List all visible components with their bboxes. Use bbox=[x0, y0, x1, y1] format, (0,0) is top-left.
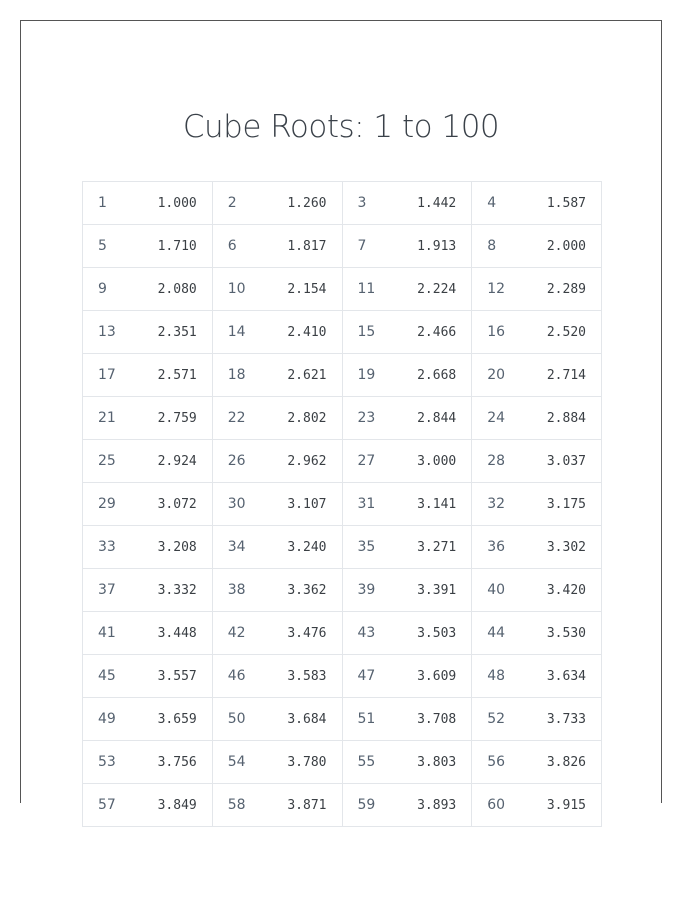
table-cell bbox=[472, 483, 602, 526]
cube-root-value: 2.962 bbox=[287, 453, 327, 469]
table-cell bbox=[83, 440, 213, 483]
cube-root-value: 3.302 bbox=[546, 539, 586, 555]
number-label: 49 bbox=[98, 711, 116, 727]
cube-root-value: 2.884 bbox=[546, 410, 586, 426]
number-label: 51 bbox=[357, 711, 376, 727]
cell-content bbox=[213, 539, 342, 555]
cube-root-value: 2.080 bbox=[157, 281, 197, 297]
table-cell bbox=[83, 569, 213, 612]
number-label: 58 bbox=[227, 797, 246, 813]
cube-root-value: 3.141 bbox=[417, 496, 457, 512]
cube-root-value: 2.802 bbox=[287, 410, 327, 426]
cube-root-value: 2.289 bbox=[546, 281, 586, 297]
cell-content bbox=[472, 797, 601, 813]
number-label: 10 bbox=[227, 281, 246, 297]
cell-content bbox=[472, 711, 601, 727]
cell-content bbox=[213, 410, 342, 426]
cell-content bbox=[343, 539, 472, 555]
table-cell bbox=[83, 311, 213, 354]
table-cell bbox=[472, 569, 602, 612]
cube-root-value: 3.634 bbox=[546, 668, 586, 684]
number-label: 43 bbox=[357, 625, 376, 641]
table-cell bbox=[83, 526, 213, 569]
cell-content bbox=[343, 195, 472, 211]
table-cell bbox=[212, 268, 342, 311]
cell-content bbox=[83, 195, 212, 211]
table-row bbox=[83, 225, 602, 268]
number-label: 9 bbox=[98, 281, 107, 297]
cell-content bbox=[343, 797, 472, 813]
cell-content bbox=[213, 625, 342, 641]
cell-content bbox=[472, 410, 601, 426]
cell-content bbox=[472, 539, 601, 555]
table-cell bbox=[342, 569, 472, 612]
cube-root-value: 3.826 bbox=[546, 754, 586, 770]
cell-content bbox=[83, 668, 212, 684]
cube-root-value: 2.714 bbox=[546, 367, 586, 383]
cube-root-value: 3.000 bbox=[417, 453, 457, 469]
number-label: 47 bbox=[357, 668, 376, 684]
cube-root-value: 2.571 bbox=[157, 367, 197, 383]
cell-content bbox=[472, 625, 601, 641]
table-cell bbox=[472, 741, 602, 784]
cell-content bbox=[213, 324, 342, 340]
table-cell bbox=[212, 440, 342, 483]
cell-content bbox=[343, 754, 472, 770]
number-label: 59 bbox=[357, 797, 376, 813]
number-label: 48 bbox=[487, 668, 506, 684]
table-cell bbox=[83, 354, 213, 397]
table-row bbox=[83, 182, 602, 225]
number-label: 35 bbox=[357, 539, 376, 555]
number-label: 36 bbox=[487, 539, 506, 555]
cell-content bbox=[343, 281, 472, 297]
cell-content bbox=[213, 367, 342, 383]
cell-content bbox=[83, 238, 212, 254]
cube-root-value: 3.893 bbox=[417, 797, 457, 813]
cell-content bbox=[213, 453, 342, 469]
cube-root-value: 1.913 bbox=[417, 238, 457, 254]
table-cell bbox=[342, 612, 472, 655]
number-label: 34 bbox=[227, 539, 246, 555]
number-label: 39 bbox=[357, 582, 376, 598]
cell-content bbox=[472, 195, 601, 211]
cube-root-value: 3.107 bbox=[287, 496, 327, 512]
number-label: 13 bbox=[98, 324, 116, 340]
cube-root-value: 1.000 bbox=[157, 195, 197, 211]
number-label: 42 bbox=[227, 625, 246, 641]
table-row bbox=[83, 311, 602, 354]
table-row bbox=[83, 397, 602, 440]
cell-content bbox=[83, 367, 212, 383]
number-label: 18 bbox=[227, 367, 246, 383]
table-cell bbox=[212, 698, 342, 741]
table-cell bbox=[342, 741, 472, 784]
number-label: 50 bbox=[227, 711, 246, 727]
cube-root-value: 3.557 bbox=[157, 668, 197, 684]
table-cell bbox=[83, 182, 213, 225]
table-cell bbox=[212, 182, 342, 225]
cell-content bbox=[343, 453, 472, 469]
number-label: 29 bbox=[98, 496, 116, 512]
table-row bbox=[83, 612, 602, 655]
cube-root-value: 2.410 bbox=[287, 324, 327, 340]
cube-root-value: 3.609 bbox=[417, 668, 457, 684]
cube-root-value: 1.710 bbox=[157, 238, 197, 254]
table-cell bbox=[342, 354, 472, 397]
cell-content bbox=[213, 496, 342, 512]
cube-root-value: 3.208 bbox=[157, 539, 197, 555]
cube-root-value: 3.175 bbox=[546, 496, 586, 512]
table-cell bbox=[83, 655, 213, 698]
table-cell bbox=[472, 784, 602, 827]
table-cell bbox=[472, 397, 602, 440]
cube-root-value: 3.332 bbox=[157, 582, 197, 598]
table-cell bbox=[472, 526, 602, 569]
number-label: 45 bbox=[98, 668, 116, 684]
number-label: 21 bbox=[98, 410, 116, 426]
cube-root-value: 3.733 bbox=[546, 711, 586, 727]
cube-root-value: 3.803 bbox=[417, 754, 457, 770]
table-cell bbox=[342, 483, 472, 526]
table-cell bbox=[83, 483, 213, 526]
number-label: 7 bbox=[357, 238, 367, 254]
table-cell bbox=[342, 526, 472, 569]
number-label: 3 bbox=[357, 195, 367, 211]
table-cell bbox=[212, 612, 342, 655]
number-label: 16 bbox=[487, 324, 506, 340]
cube-root-value: 2.351 bbox=[157, 324, 197, 340]
cube-root-value: 2.668 bbox=[417, 367, 457, 383]
number-label: 25 bbox=[98, 453, 116, 469]
table-cell bbox=[212, 741, 342, 784]
cube-root-value: 3.780 bbox=[287, 754, 327, 770]
cell-content bbox=[343, 238, 472, 254]
table-cell bbox=[212, 397, 342, 440]
number-label: 26 bbox=[227, 453, 246, 469]
number-label: 57 bbox=[98, 797, 116, 813]
cell-content bbox=[213, 582, 342, 598]
cube-root-value: 3.448 bbox=[157, 625, 197, 641]
number-label: 41 bbox=[98, 625, 116, 641]
cube-root-value: 3.271 bbox=[417, 539, 457, 555]
number-label: 52 bbox=[487, 711, 506, 727]
cube-root-value: 3.420 bbox=[546, 582, 586, 598]
number-label: 17 bbox=[98, 367, 116, 383]
table-cell bbox=[472, 268, 602, 311]
cell-content bbox=[472, 668, 601, 684]
number-label: 40 bbox=[487, 582, 506, 598]
table-cell bbox=[83, 225, 213, 268]
table-row bbox=[83, 440, 602, 483]
table-row bbox=[83, 268, 602, 311]
number-label: 46 bbox=[227, 668, 246, 684]
number-label: 19 bbox=[357, 367, 376, 383]
cube-root-value: 3.476 bbox=[287, 625, 327, 641]
cell-content bbox=[343, 625, 472, 641]
cell-content bbox=[83, 582, 212, 598]
table-cell bbox=[472, 655, 602, 698]
table-cell bbox=[212, 311, 342, 354]
cube-root-value: 3.037 bbox=[546, 453, 586, 469]
table-cell bbox=[212, 526, 342, 569]
number-label: 30 bbox=[227, 496, 246, 512]
cell-content bbox=[472, 582, 601, 598]
table-cell bbox=[472, 440, 602, 483]
number-label: 55 bbox=[357, 754, 376, 770]
cell-content bbox=[472, 496, 601, 512]
cell-content bbox=[213, 238, 342, 254]
number-label: 33 bbox=[98, 539, 116, 555]
cube-root-value: 3.708 bbox=[417, 711, 457, 727]
table-cell bbox=[83, 612, 213, 655]
cell-content bbox=[472, 281, 601, 297]
cell-content bbox=[213, 711, 342, 727]
cube-root-value: 2.154 bbox=[287, 281, 327, 297]
cell-content bbox=[343, 582, 472, 598]
number-label: 27 bbox=[357, 453, 376, 469]
table-cell bbox=[212, 569, 342, 612]
cell-content bbox=[83, 539, 212, 555]
number-label: 60 bbox=[487, 797, 506, 813]
table-cell bbox=[212, 784, 342, 827]
cell-content bbox=[83, 496, 212, 512]
cube-root-value: 3.684 bbox=[287, 711, 327, 727]
cube-root-value: 2.520 bbox=[546, 324, 586, 340]
cube-root-value: 2.466 bbox=[417, 324, 457, 340]
cube-root-value: 3.362 bbox=[287, 582, 327, 598]
table-cell bbox=[83, 268, 213, 311]
table-cell bbox=[342, 397, 472, 440]
number-label: 56 bbox=[487, 754, 506, 770]
table-row bbox=[83, 655, 602, 698]
number-label: 6 bbox=[227, 238, 237, 254]
table-cell bbox=[472, 354, 602, 397]
cube-root-value: 2.621 bbox=[287, 367, 327, 383]
cell-content bbox=[213, 754, 342, 770]
cube-root-value: 3.530 bbox=[546, 625, 586, 641]
cell-content bbox=[83, 453, 212, 469]
table-cell bbox=[472, 311, 602, 354]
cube-root-value: 3.871 bbox=[287, 797, 327, 813]
number-label: 54 bbox=[227, 754, 246, 770]
cell-content bbox=[472, 324, 601, 340]
cell-content bbox=[83, 281, 212, 297]
number-label: 5 bbox=[98, 238, 107, 254]
table-cell bbox=[342, 784, 472, 827]
cube-root-value: 1.260 bbox=[287, 195, 327, 211]
number-label: 38 bbox=[227, 582, 246, 598]
cube-root-value: 3.915 bbox=[546, 797, 586, 813]
number-label: 2 bbox=[227, 195, 237, 211]
cell-content bbox=[343, 367, 472, 383]
cube-root-value: 1.442 bbox=[417, 195, 457, 211]
number-label: 11 bbox=[357, 281, 376, 297]
cell-content bbox=[343, 324, 472, 340]
number-label: 22 bbox=[227, 410, 246, 426]
table-row bbox=[83, 483, 602, 526]
cell-content bbox=[472, 238, 601, 254]
cell-content bbox=[343, 668, 472, 684]
number-label: 1 bbox=[98, 195, 107, 211]
table-cell bbox=[472, 182, 602, 225]
table-cell bbox=[472, 698, 602, 741]
number-label: 31 bbox=[357, 496, 376, 512]
cell-content bbox=[213, 668, 342, 684]
cube-root-value: 3.391 bbox=[417, 582, 457, 598]
number-label: 37 bbox=[98, 582, 116, 598]
cube-root-value: 2.224 bbox=[417, 281, 457, 297]
table-row bbox=[83, 741, 602, 784]
number-label: 44 bbox=[487, 625, 506, 641]
table-cell bbox=[342, 182, 472, 225]
table-cell bbox=[212, 655, 342, 698]
table-cell bbox=[83, 741, 213, 784]
number-label: 20 bbox=[487, 367, 506, 383]
page-title: Cube Roots: 1 to 100 bbox=[182, 109, 500, 145]
table-cell bbox=[212, 225, 342, 268]
cube-root-value: 2.924 bbox=[157, 453, 197, 469]
table-cell bbox=[83, 698, 213, 741]
cube-root-table bbox=[82, 181, 602, 827]
cell-content bbox=[472, 367, 601, 383]
table-body bbox=[83, 182, 602, 827]
cell-content bbox=[213, 797, 342, 813]
number-label: 53 bbox=[98, 754, 116, 770]
number-label: 28 bbox=[487, 453, 506, 469]
table-row bbox=[83, 784, 602, 827]
number-label: 4 bbox=[487, 195, 497, 211]
table-cell bbox=[342, 268, 472, 311]
number-label: 8 bbox=[487, 238, 497, 254]
cell-content bbox=[213, 195, 342, 211]
number-label: 32 bbox=[487, 496, 506, 512]
cell-content bbox=[343, 496, 472, 512]
cell-content bbox=[343, 711, 472, 727]
table-cell bbox=[212, 483, 342, 526]
cube-root-value: 3.503 bbox=[417, 625, 457, 641]
cell-content bbox=[213, 281, 342, 297]
number-label: 24 bbox=[487, 410, 506, 426]
table-row bbox=[83, 569, 602, 612]
table-cell bbox=[342, 311, 472, 354]
document-page bbox=[20, 20, 662, 813]
cell-content bbox=[343, 410, 472, 426]
number-label: 15 bbox=[357, 324, 376, 340]
table-row bbox=[83, 354, 602, 397]
number-label: 12 bbox=[487, 281, 506, 297]
table-cell bbox=[342, 225, 472, 268]
cell-content bbox=[83, 324, 212, 340]
cell-content bbox=[472, 453, 601, 469]
table-cell bbox=[472, 225, 602, 268]
cell-content bbox=[83, 625, 212, 641]
cube-root-value: 3.240 bbox=[287, 539, 327, 555]
table-cell bbox=[83, 784, 213, 827]
table-cell bbox=[212, 354, 342, 397]
cell-content bbox=[83, 797, 212, 813]
table-cell bbox=[342, 698, 472, 741]
table-cell bbox=[472, 612, 602, 655]
cube-root-value: 3.659 bbox=[157, 711, 197, 727]
table-row bbox=[83, 698, 602, 741]
cell-content bbox=[83, 711, 212, 727]
number-label: 23 bbox=[357, 410, 376, 426]
number-label: 14 bbox=[227, 324, 246, 340]
cube-root-value: 1.587 bbox=[546, 195, 586, 211]
cube-root-value: 3.583 bbox=[287, 668, 327, 684]
cell-content bbox=[83, 410, 212, 426]
cube-root-value: 2.759 bbox=[157, 410, 197, 426]
table-cell bbox=[342, 440, 472, 483]
cell-content bbox=[472, 754, 601, 770]
cube-root-value: 2.000 bbox=[546, 238, 586, 254]
cube-root-value: 2.844 bbox=[417, 410, 457, 426]
cube-root-value: 3.072 bbox=[157, 496, 197, 512]
table-cell bbox=[83, 397, 213, 440]
cell-content bbox=[83, 754, 212, 770]
cube-root-value: 3.756 bbox=[157, 754, 197, 770]
cube-root-value: 1.817 bbox=[287, 238, 327, 254]
table-cell bbox=[342, 655, 472, 698]
cube-root-value: 3.849 bbox=[157, 797, 197, 813]
table-row bbox=[83, 526, 602, 569]
